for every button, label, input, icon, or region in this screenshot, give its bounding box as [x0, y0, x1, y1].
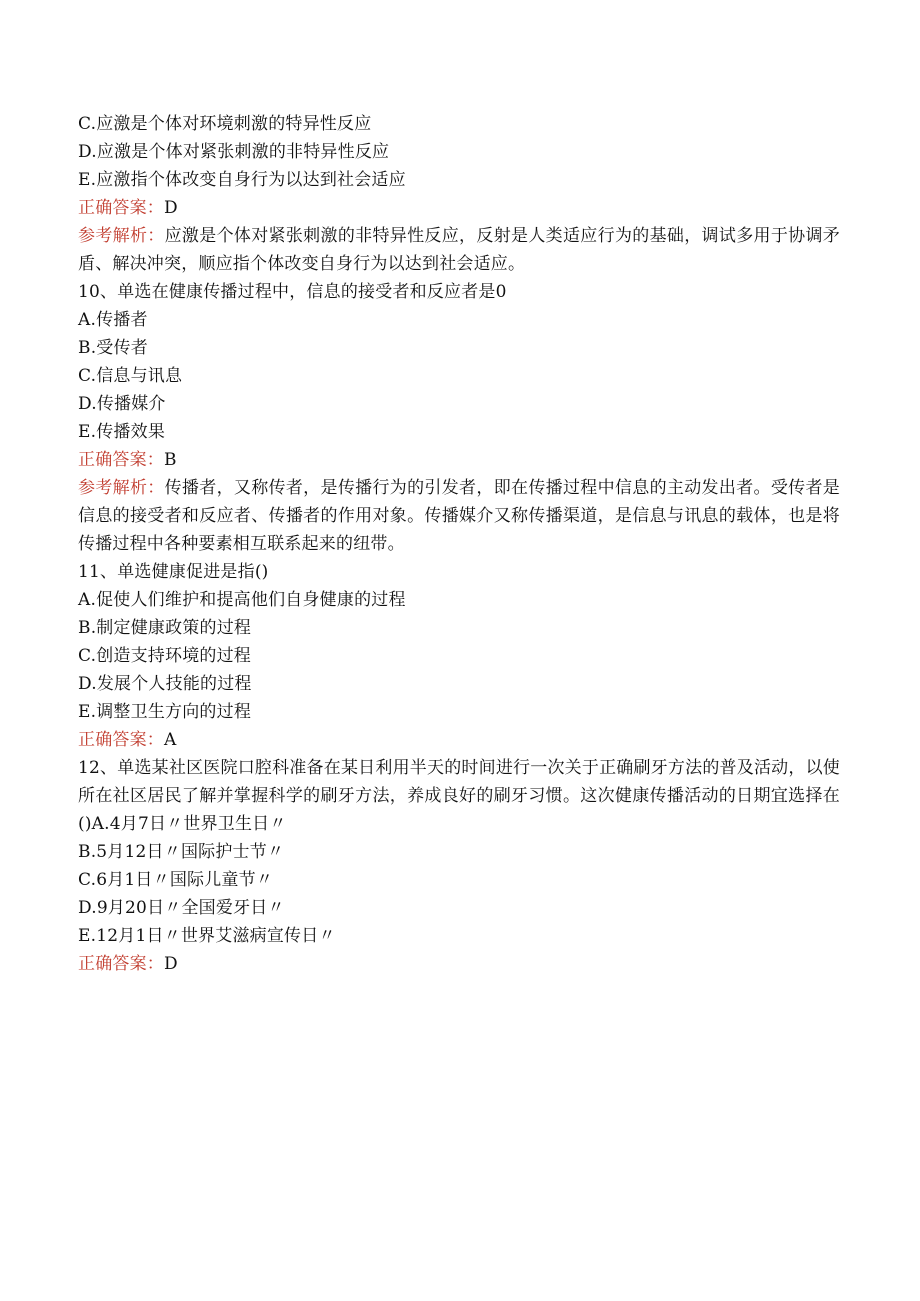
analysis-label: 参考解析： — [78, 478, 165, 498]
q11-option-d: D.发展个人技能的过程 — [78, 674, 252, 694]
answer-value: A — [164, 730, 177, 750]
q11-option-a: A.促使人们维护和提高他们自身健康的过程 — [78, 590, 406, 610]
analysis-text: 传播者，又称传者，是传播行为的引发者，即在传播过程中信息的主动发出者。受传者是信息的接受者和反应者、传播者的作用对象。传播媒介又称传播渠道，是信息与讯息的载体，也是将传播过程中各种要素相互联系起来的纽带。 — [78, 478, 840, 554]
answer-label: 正确答案： — [78, 954, 164, 974]
answer-label: 正确答案： — [78, 450, 164, 470]
q11-option-c: C.创造支持环境的过程 — [78, 646, 252, 666]
q11-stem: 11、单选健康促进是指() — [78, 562, 269, 582]
document-content — [78, 110, 840, 978]
q10-option-d: D.传播媒介 — [78, 394, 166, 414]
q12-option-e: E.12月1日〃世界艾滋病宣传日〃 — [78, 926, 336, 946]
q10-option-c: C.信息与讯息 — [78, 366, 183, 386]
q9-option-d: D.应激是个体对紧张刺激的非特异性反应 — [78, 142, 390, 162]
q10-option-e: E.传播效果 — [78, 422, 166, 442]
q12-answer — [78, 950, 840, 978]
answer-value: D — [164, 954, 178, 974]
q11-option-b: B.制定健康政策的过程 — [78, 618, 252, 638]
answer-label: 正确答案： — [78, 730, 164, 750]
q10-answer — [78, 446, 840, 474]
q12-option-c: C.6月1日〃国际儿童节〃 — [78, 870, 274, 890]
q9-answer — [78, 194, 840, 222]
q11-option-e: E.调整卫生方向的过程 — [78, 702, 252, 722]
analysis-text: 应激是个体对紧张刺激的非特异性反应，反射是人类适应行为的基础，调试多用于协调矛盾、解决冲突，顺应指个体改变自身行为以达到社会适应。 — [78, 226, 840, 274]
q9-option-e: E.应激指个体改变自身行为以达到社会适应 — [78, 170, 406, 190]
q10-option-b: B.受传者 — [78, 338, 148, 358]
q12-option-b: B.5月12日〃国际护士节〃 — [78, 842, 285, 862]
q12-option-d: D.9月20日〃全国爱牙日〃 — [78, 898, 285, 918]
q12-stem: 12、单选某社区医院口腔科准备在某日利用半天的时间进行一次关于正确刷牙方法的普及活动，以使所在社区居民了解并掌握科学的刷牙方法，养成良好的刷牙习惯。这次健康传播活动的日期宜选择在()A.4月7日〃世界卫生日〃 — [78, 758, 840, 834]
answer-value: B — [164, 450, 177, 470]
analysis-label: 参考解析： — [78, 226, 165, 246]
q9-option-c: C.应激是个体对环境刺激的特异性反应 — [78, 114, 372, 134]
q10-stem: 10、单选在健康传播过程中，信息的接受者和反应者是0 — [78, 282, 507, 302]
q11-answer — [78, 726, 840, 754]
answer-label: 正确答案： — [78, 198, 164, 218]
q9-analysis — [78, 222, 840, 278]
q10-analysis — [78, 474, 840, 558]
answer-value: D — [164, 198, 178, 218]
q10-option-a: A.传播者 — [78, 310, 148, 330]
